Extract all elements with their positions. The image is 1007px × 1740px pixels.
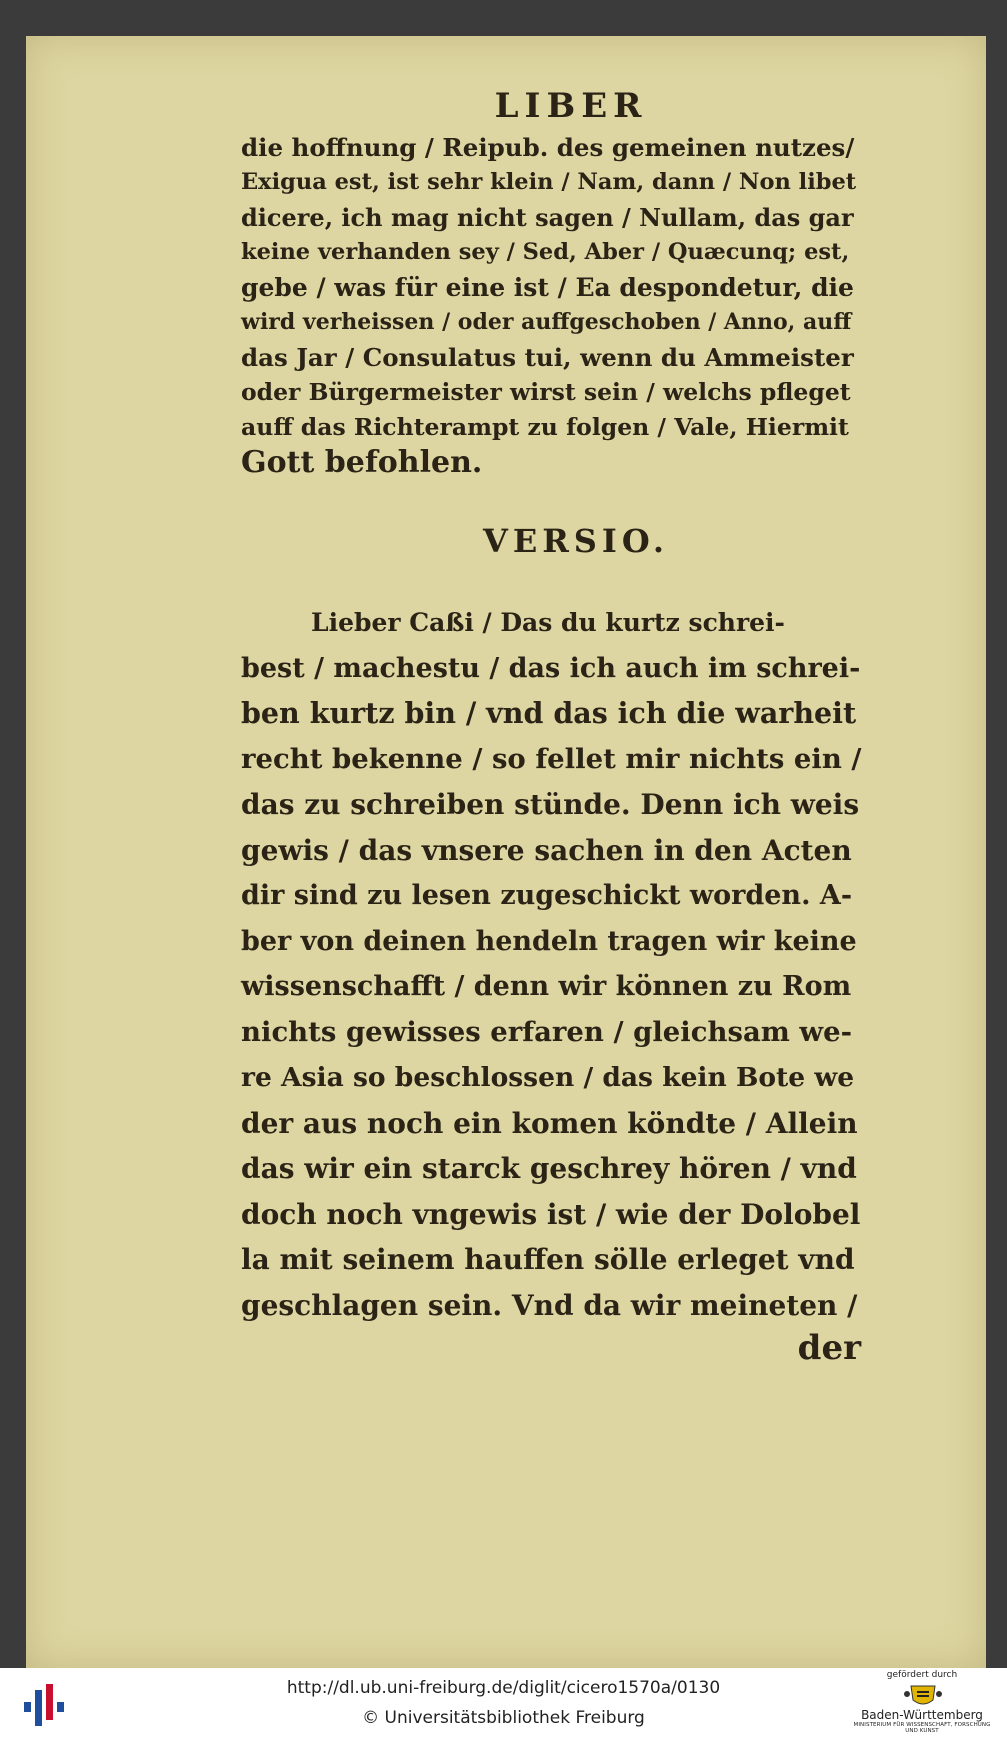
- sponsor-ministry: MINISTERIUM FÜR WISSENSCHAFT, FORSCHUNG UND KUNST: [853, 1722, 991, 1734]
- text-line: ben kurtz bin / vnd das ich die warheit: [241, 696, 857, 730]
- text-line: gewis / das vnsere sachen in den Acten: [241, 833, 852, 867]
- sponsor-funded-label: gefördert durch: [886, 1670, 958, 1680]
- text-line: keine verhanden sey / Sed, Aber / Quæcunq; est,: [241, 239, 850, 265]
- paragraph-translation: [241, 600, 861, 1328]
- running-head: LIBER: [494, 86, 648, 126]
- text-line: recht bekenne / so fellet mir nichts ein /: [241, 742, 862, 775]
- page-text-block: [241, 86, 861, 1368]
- text-line: best / machestu / das ich auch im schrei-: [241, 652, 861, 684]
- copyright-notice: © Universitätsbibliothek Freiburg: [362, 1708, 645, 1728]
- text-line: wissenschafft / denn wir können zu Rom: [241, 971, 852, 1002]
- text-line: auff das Richterampt zu folgen / Vale, Hiermit: [241, 413, 849, 441]
- text-line: ber von deinen hendeln tragen wir keine: [241, 925, 857, 957]
- text-line: dicere, ich mag nicht sagen / Nullam, das gar: [241, 203, 854, 232]
- text-line: doch noch vngewis ist / wie der Dolobel: [241, 1197, 861, 1231]
- bw-crest-icon: [903, 1682, 943, 1710]
- permalink-url[interactable]: http://dl.ub.uni-freiburg.de/diglit/cicero1570a/0130: [286, 1678, 721, 1698]
- book-page: [26, 36, 986, 1668]
- catchword: der: [797, 1328, 861, 1368]
- text-line: Lieber Caßi / Das du kurtz schrei-: [311, 608, 785, 637]
- text-line: der aus noch ein komen köndte / Allein: [241, 1106, 858, 1140]
- text-line: la mit seinem hauffen sölle erleget vnd: [241, 1243, 855, 1276]
- text-line: oder Bürgermeister wirst sein / welchs pfleget: [241, 378, 851, 406]
- text-line: geschlagen sein. Vnd da wir meineten /: [241, 1288, 858, 1322]
- text-line: re Asia so beschlossen / das kein Bote we: [241, 1062, 855, 1093]
- section-title: VERSIO.: [482, 522, 670, 560]
- text-line: nichts gewisses erfaren / gleichsam we-: [241, 1015, 853, 1048]
- text-line: dir sind zu lesen zugeschickt worden. A-: [241, 880, 853, 911]
- text-line: gebe / was für eine ist / Ea despondetur, die: [241, 273, 854, 302]
- text-line: wird verheissen / oder auffgeschoben / Anno, auff: [241, 309, 852, 335]
- viewer-footer: [0, 1668, 1007, 1740]
- text-line: das zu schreiben stünde. Denn ich weis: [241, 788, 860, 821]
- text-line: die hoffnung / Reipub. des gemeinen nutzes/: [241, 133, 855, 162]
- text-line: das Jar / Consulatus tui, wenn du Ammeister: [241, 343, 854, 372]
- text-line: Exigua est, ist sehr klein / Nam, dann / Non libet: [241, 169, 857, 195]
- text-line: das wir ein starck geschrey hören / vnd: [241, 1152, 857, 1185]
- paragraph-commentary: [241, 130, 861, 480]
- sponsor-block: [847, 1670, 997, 1734]
- text-line: Gott befohlen.: [241, 445, 483, 480]
- sponsor-state: Baden-Württemberg: [861, 1708, 983, 1722]
